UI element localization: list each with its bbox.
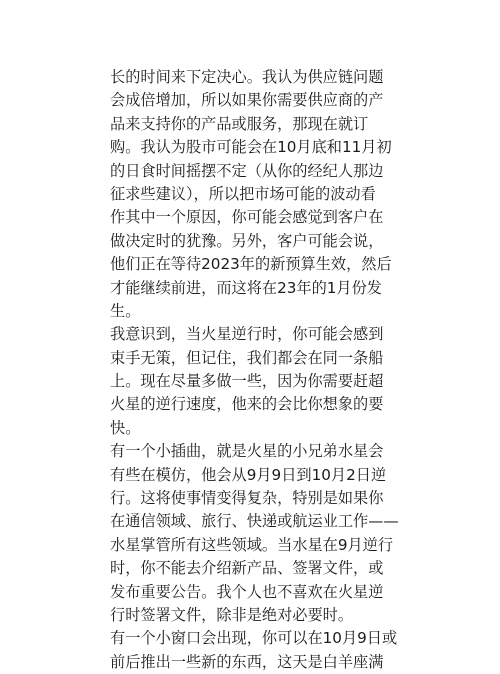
text-line: 品来支持你的产品或服务，那现在就订 <box>110 114 369 133</box>
text-line: 发布重要公告。我个人也不喜欢在火星逆 <box>110 582 384 601</box>
text-line: 的日食时间摇摆不定（从你的经纪人那边 <box>110 161 384 180</box>
text-line: 时，你不能去介绍新产品、签署文件，或 <box>110 559 384 578</box>
text-line: 做决定时的犹豫。另外，客户可能会说， <box>110 231 384 250</box>
text-line: 会成倍增加，所以如果你需要供应商的产 <box>110 91 384 110</box>
text-line: 前后推出一些新的东西，这天是白羊座满 <box>110 652 384 671</box>
text-line: 生。 <box>110 301 141 320</box>
text-line: 作其中一个原因，你可能会感觉到客户在 <box>110 208 384 227</box>
text-line: 有一个小插曲，就是火星的小兄弟水星会 <box>110 442 384 461</box>
text-line: 购。我认为股市可能会在10月底和11月初 <box>110 138 392 157</box>
text-line: 我意识到，当火星逆行时，你可能会感到 <box>110 325 384 344</box>
text-line: 在通信领域、旅行、快递或航运业工作—— <box>110 512 399 531</box>
text-line: 行。这将使事情变得复杂，特别是如果你 <box>110 489 384 508</box>
text-line: 才能继续前进，而这将在23年的1月份发 <box>110 278 382 297</box>
text-line: 束手无策，但记住，我们都会在同一条船 <box>110 348 384 367</box>
text-line: 快。 <box>110 418 141 437</box>
text-line: 有一个小窗口会出现，你可以在10月9日或 <box>110 629 398 648</box>
text-line: 上。现在尽量多做一些，因为你需要赶超 <box>110 372 384 391</box>
text-line: 有些在模仿，他会从9月9日到10月2日逆 <box>110 465 387 484</box>
article-body <box>110 66 400 674</box>
text-line: 他们正在等待2023年的新预算生效，然后 <box>110 255 392 274</box>
text-line: 长的时间来下定决心。我认为供应链问题 <box>110 68 384 86</box>
text-line: 征求些建议），所以把市场可能的波动看 <box>110 184 376 203</box>
text-line: 水星掌管所有这些领域。当水星在9月逆行 <box>110 535 394 554</box>
text-line: 行时签署文件，除非是绝对必要时。 <box>110 605 353 624</box>
text-line: 火星的逆行速度，他来的会比你想象的要 <box>110 395 384 414</box>
